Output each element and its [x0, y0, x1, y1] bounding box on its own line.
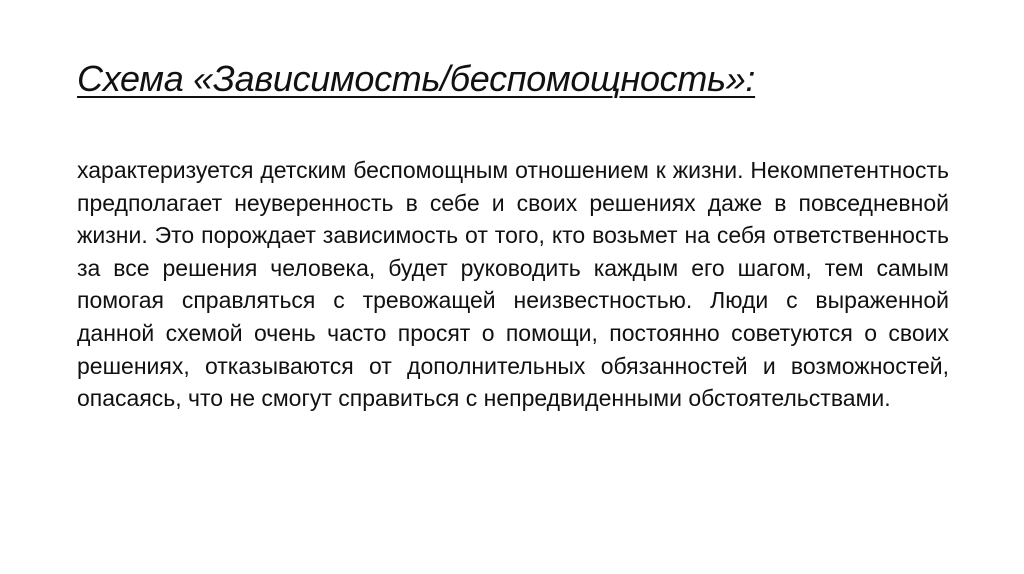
- slide-body-text: характеризуется детским беспомощным отношением к жизни. Некомпетентность предполагает неуверенность в себе и своих решениях даже в повседневной жизни. Это порождает зависимость от того, кто возьмет на себя ответственность за все решения человека, будет руководить каждым его шагом, тем самым помогая справляться с тревожащей неизвестностью. Люди с выраженной данной схемой очень часто просят о помощи, постоянно советуются о своих решениях, отказываются от дополнительных обязанностей и возможностей, опасаясь, что не смогут справиться с непредвиденными обстоятельствами.: [77, 157, 949, 412]
- slide-title: Схема «Зависимость/беспомощность»:: [77, 58, 756, 99]
